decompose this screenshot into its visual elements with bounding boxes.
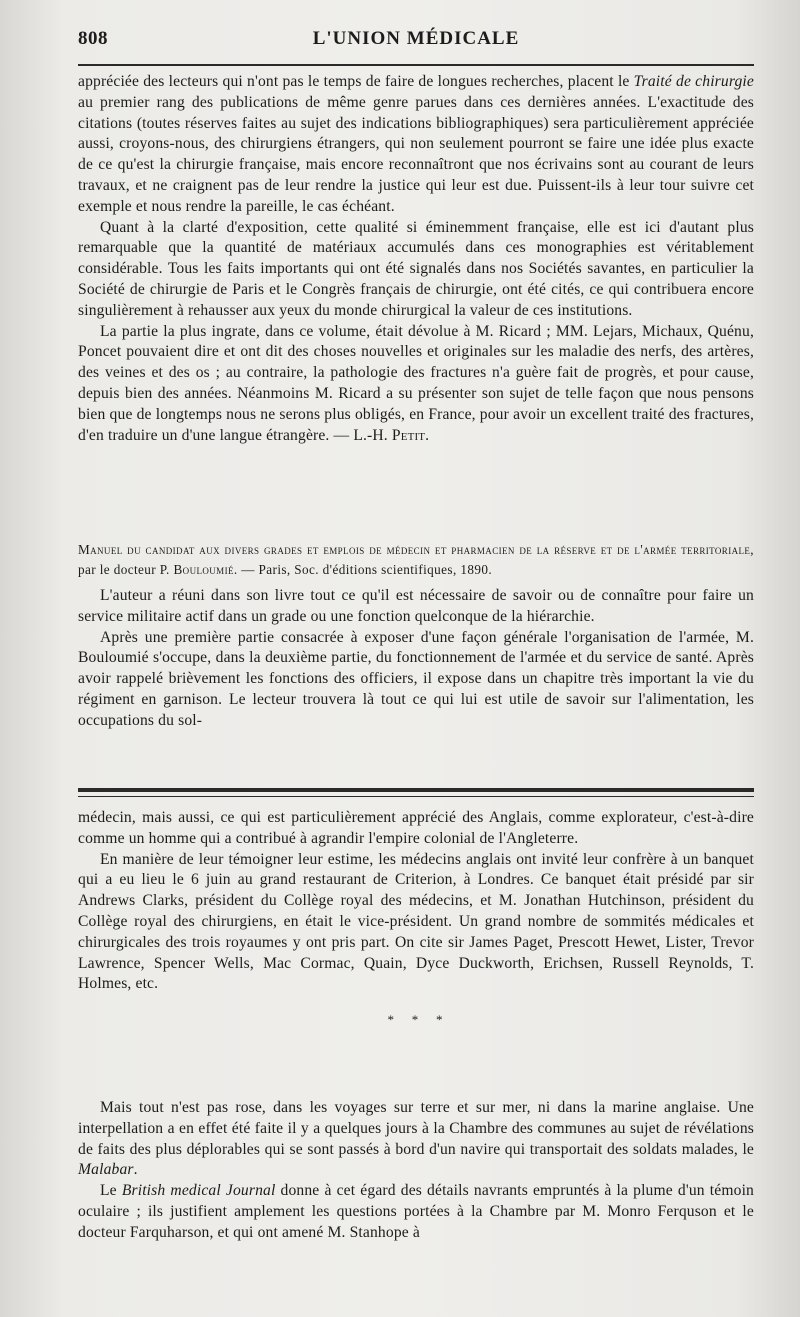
column-divider-thin (78, 796, 754, 797)
page-header (78, 28, 754, 58)
page-number: 808 (78, 28, 108, 49)
header-rule (78, 64, 754, 66)
paragraph: Le British medical Journal donne à cet égard des détails navrants empruntés à la plume d'un témoin oculaire ; ils justifient amplement les questions portées à la Chambre par M. Monro Ferquson et le docteur Farquharson, et qui ont amené M. Stanhope à (78, 1182, 755, 1241)
paragraph: Mais tout n'est pas rose, dans les voyages sur terre et sur mer, ni dans la marine anglaise. Une interpellation a en effet été faite il y a quelques jours à la Chambre des communes au sujet de révélations de faits des plus déplorables qui se sont passés à bord d'un navire qui transportait des soldats malades, le Malabar. (78, 1099, 754, 1179)
section-separator: * * * (387, 1012, 445, 1028)
book-title: Traité de chirurgie (633, 73, 754, 90)
paragraph: appréciée des lecteurs qui n'ont pas le temps de faire de longues recherches, placent le Traité de chirurgie au premier rang des publications de même genre parues dans ces dernières années. L'exactitude des citations (toutes réserves faites au sujet des indications bibliographiques) sera particulièrement appréciée aussi, croyons-nous, des chirurgiens étrangers, qui non seulement pourront se faire une idée plus exacte de ce qu'est la chirurgie française, mais encore reconnaîtront que nos écrivains sont au courant de leurs travaux, et ne craignent pas de leur rendre la justice qui leur est due. Puissent-ils à leur tour suivre cet exemple et nous rendre la pareille, le cas échéant. (78, 73, 754, 215)
paragraph: médecin, mais aussi, ce qui est particulièrement apprécié des Anglais, comme explorateur, c'est-à-dire comme un homme qui a contribué à agrandir l'empire colonial de l'Angleterre. (78, 809, 754, 847)
journal-title: British medical Journal (121, 1182, 276, 1200)
running-title: L'UNION MÉDICALE (312, 28, 520, 49)
paragraph: La partie la plus ingrate, dans ce volume, était dévolue à M. Ricard ; MM. Lejars, Michaux, Quénu, Poncet pouvaient dire et ont dit des choses nouvelles et originales sur les maladie des nerfs, des artères, des veines et des os ; au contraire, la pathologie des fractures n'a guère fait de progrès, et pour cause, depuis bien des années. Néanmoins M. Ricard a su présenter son sujet de telle façon que nous pensons bien que de longtemps nous ne serons plus obligés, en France, pour avoir un excellent traité des fractures, d'en traduire un d'une langue étrangère. — L.-H. Petit. (78, 322, 754, 444)
paragraph: En manière de leur témoigner leur estime, les médecins anglais ont invité leur confrère à un banquet qui a eu lieu le 6 juin au grand restaurant de Criterion, à Londres. Ce banquet était présidé par sir Andrews Clarks, président du Collège royal des médecins, et M. Jonathan Hutchinson, président du Collège royal des chirurgiens, en était le vice-président. Un grand nombre de sommités médicales et chirurgicales des trois royaumes y ont pris part. On cite sir James Paget, Prescott Hewet, Lister, Trevor Lawrence, Spencer Wells, Mac Cormac, Quain, Dyce Duckworth, Erichsen, Russell Reynolds, T. Holmes, etc. (78, 850, 754, 993)
book-review (78, 540, 754, 732)
chronicle-section-2 (78, 1098, 754, 1244)
ship-name: Malabar (78, 1161, 134, 1179)
signature: Petit. (391, 426, 430, 444)
paragraph: Après une première partie consacrée à exposer d'une façon générale l'organisation de l'armée, M. Bouloumié s'occupe, dans la deuxième partie, du fonctionnement de l'armée et du service de santé. Après avoir rappelé brièvement les fonctions des officiers, il expose dans un chapitre très important la vie du régiment en garnison. Le lecteur trouvera là tout ce qui lui est utile de savoir sur l'alimentation, les occupations du sol- (78, 628, 754, 729)
paragraph: L'auteur a réuni dans son livre tout ce qu'il est nécessaire de savoir ou de connaître pour faire un service militaire actif dans un grade ou une fonction quelconque de la hiérarchie. (78, 587, 754, 625)
review-heading: Manuel du candidat aux divers grades et emplois de médecin et pharmacien de la réserve et de l'armée territoriale, par le docteur P. Bouloumié. — Paris, Soc. d'éditions scientifiques, 1890. (78, 542, 754, 577)
column-divider (78, 788, 754, 792)
paragraph: Quant à la clarté d'exposition, cette qualité si éminemment française, elle est ici d'autant plus remarquable que la quantité de matériaux accumulés dans ces monographies est véritablement considérable. Tous les faits importants qui ont été signalés dans nos Sociétés savantes, en particulier la Société de chirurgie de Paris et le Congrès français de chirurgie, ont été cités, ce qui contribuera encore singulièrement à rehausser aux yeux du monde chirurgical la valeur de ces institutions. (78, 218, 754, 319)
review-continuation (78, 72, 754, 446)
chronicle-section (78, 808, 754, 1045)
